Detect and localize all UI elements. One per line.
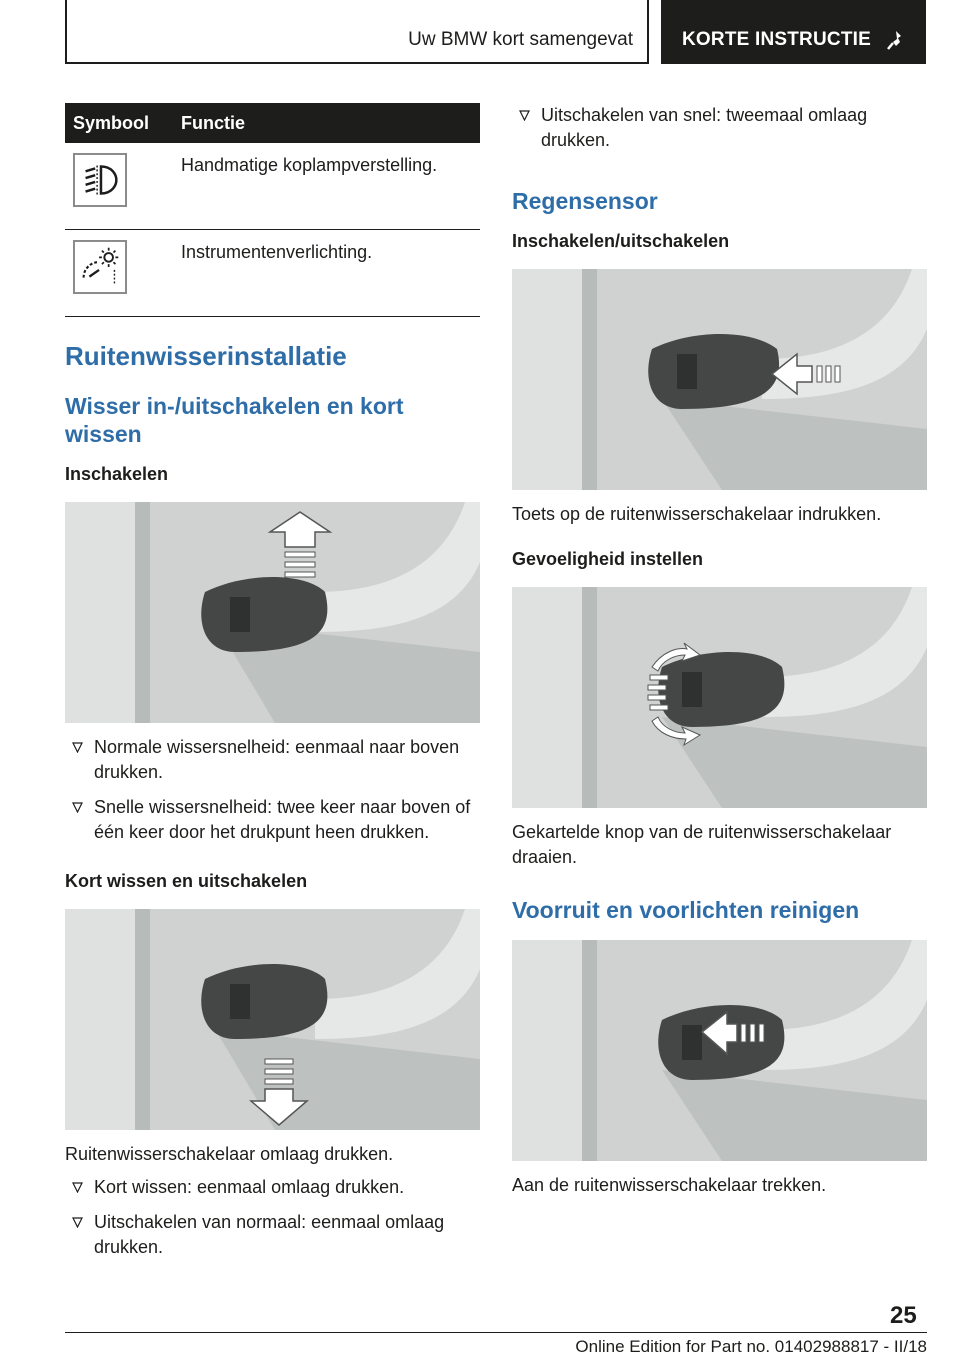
footer-edition: Online Edition for Part no. 01402988817 - II/18 <box>575 1337 927 1356</box>
section-title-rain-sensor: Regensensor <box>512 188 658 214</box>
table-cell-function: Instrumentenverlichting. <box>181 230 480 317</box>
subsection-title-wiper: Wisser in-/uitschakelen en kort wissen <box>65 393 404 447</box>
heading-switch-on: Inschakelen <box>65 464 169 484</box>
triangle-bullet-icon <box>72 802 83 813</box>
caption-rain-onoff: Toets op de ruitenwisserschakelaar indrukken. <box>512 504 882 524</box>
table-row <box>65 230 480 317</box>
section-title-cleaning: Voorruit en voorlichten reinigen <box>512 897 860 923</box>
heading-sensitivity: Gevoeligheid instellen <box>512 549 704 569</box>
table-header-function: Functie <box>181 103 480 143</box>
table-header-symbol: Symbool <box>65 103 181 143</box>
washer-pull-illustration <box>512 940 927 1161</box>
heading-rain-onoff: Inschakelen/uitschakelen <box>512 231 730 251</box>
list-item: Snelle wissersnelheid: twee keer naar boven of één keer door het drukpunt heen drukken. <box>65 795 480 845</box>
table-cell-function: Handmatige koplampverstelling. <box>181 143 480 230</box>
caption-short-wipe: Ruitenwisserschakelaar omlaag drukken. <box>65 1144 394 1164</box>
section-title-wiper: Ruitenwisserinstallatie <box>65 341 347 371</box>
list-item: Normale wissersnelheid: eenmaal naar boven drukken. <box>65 735 480 785</box>
triangle-bullet-icon <box>519 110 530 121</box>
triangle-bullet-icon <box>72 742 83 753</box>
header-section: KORTE INSTRUCTIE <box>682 29 871 50</box>
left-column <box>65 103 480 1270</box>
rain-sensor-button-illustration <box>512 269 927 490</box>
right-column <box>512 103 927 1198</box>
bullet-list-switch-on <box>65 735 480 845</box>
header-section-box <box>661 0 926 64</box>
heading-short-wipe: Kort wissen en uitschakelen <box>65 871 308 891</box>
pin-icon <box>885 29 907 51</box>
bullet-list-short-wipe <box>65 1175 480 1260</box>
triangle-bullet-icon <box>72 1217 83 1228</box>
list-item: Uitschakelen van normaal: eenmaal omlaag drukken. <box>65 1210 480 1260</box>
instrument-lighting-icon <box>73 240 127 294</box>
header-chapter-box <box>65 0 649 64</box>
bullet-list-continued <box>512 103 927 153</box>
symbol-table <box>65 103 480 317</box>
header-chapter: Uw BMW kort samengevat <box>408 29 633 50</box>
rain-sensor-knob-illustration <box>512 587 927 808</box>
page-number: 25 <box>890 1302 917 1329</box>
triangle-bullet-icon <box>72 1182 83 1193</box>
caption-cleaning: Aan de ruitenwisserschakelaar trekken. <box>512 1175 827 1195</box>
caption-sensitivity: Gekartelde knop van de ruitenwisserschakelaar draaien. <box>512 822 892 867</box>
wiper-down-illustration <box>65 909 480 1130</box>
headlight-range-icon <box>73 153 127 207</box>
table-row <box>65 143 480 230</box>
list-item: Uitschakelen van snel: tweemaal omlaag drukken. <box>512 103 927 153</box>
list-item: Kort wissen: eenmaal omlaag drukken. <box>65 1175 480 1200</box>
wiper-up-illustration <box>65 502 480 723</box>
footer-divider <box>65 1332 927 1333</box>
